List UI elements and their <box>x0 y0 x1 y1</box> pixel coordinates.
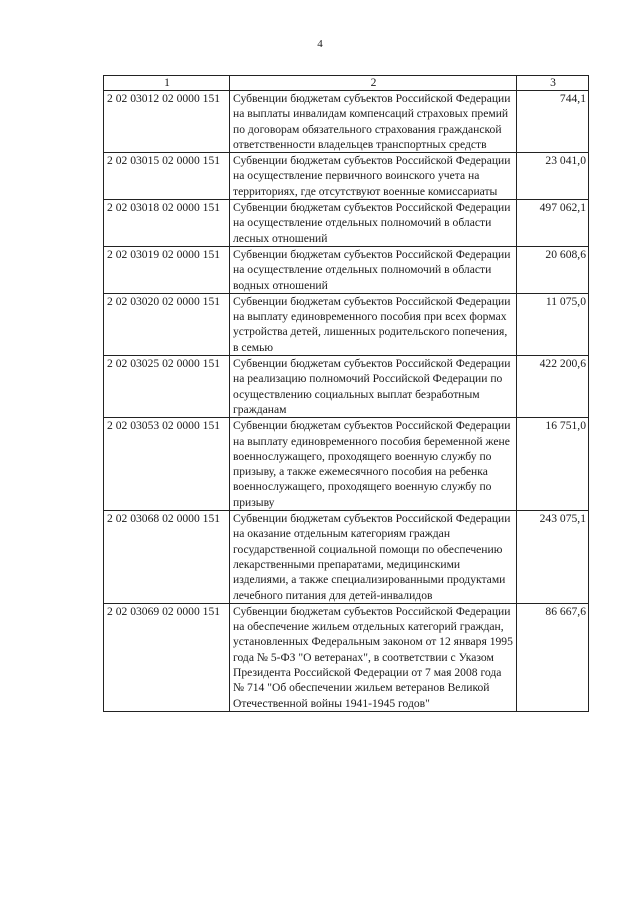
amount-cell: 243 075,1 <box>517 511 589 604</box>
table-header-row <box>104 76 589 91</box>
budget-code-cell: 2 02 03069 02 0000 151 <box>104 603 230 711</box>
table-row <box>104 293 589 355</box>
budget-code-cell: 2 02 03015 02 0000 151 <box>104 153 230 200</box>
budget-code-cell: 2 02 03068 02 0000 151 <box>104 511 230 604</box>
table-row <box>104 511 589 604</box>
amount-cell: 497 062,1 <box>517 200 589 247</box>
budget-code-cell: 2 02 03053 02 0000 151 <box>104 418 230 511</box>
description-cell: Субвенции бюджетам субъектов Российской Федерации на оказание отдельным категориям граждан государственной социальной помощи по обеспечению лекарственными препаратами, медицинскими изделиями, а также специализированными продуктами лечебного питания для детей-инвалидов <box>230 511 517 604</box>
budget-code-cell: 2 02 03025 02 0000 151 <box>104 356 230 418</box>
table-row <box>104 356 589 418</box>
description-cell: Субвенции бюджетам субъектов Российской Федерации на выплаты инвалидам компенсаций страховых премий по договорам обязательного страхования гражданской ответственности владельцев транспортных средств <box>230 91 517 153</box>
table-row <box>104 91 589 153</box>
column-header-code: 1 <box>104 76 230 91</box>
amount-cell: 16 751,0 <box>517 418 589 511</box>
budget-code-cell: 2 02 03019 02 0000 151 <box>104 246 230 293</box>
table-row <box>104 246 589 293</box>
budget-code-cell: 2 02 03020 02 0000 151 <box>104 293 230 355</box>
amount-cell: 20 608,6 <box>517 246 589 293</box>
description-cell: Субвенции бюджетам субъектов Российской Федерации на осуществление первичного воинского учета на территориях, где отсутствуют военные комиссариаты <box>230 153 517 200</box>
description-cell: Субвенции бюджетам субъектов Российской Федерации на обеспечение жильем отдельных категорий граждан, установленных Федеральным законом от 12 января 1995 года № 5-ФЗ "О ветеранах", в соответствии с Указом Президента Российской Федерации от 7 мая 2008 года № 714 "Об обеспечении жильем ветеранов Великой Отечественной войны 1941-1945 годов" <box>230 603 517 711</box>
budget-code-cell: 2 02 03018 02 0000 151 <box>104 200 230 247</box>
description-cell: Субвенции бюджетам субъектов Российской Федерации на выплату единовременного пособия при всех формах устройства детей, лишенных родительского попечения, в семью <box>230 293 517 355</box>
subventions-table <box>103 75 589 712</box>
amount-cell: 11 075,0 <box>517 293 589 355</box>
amount-cell: 23 041,0 <box>517 153 589 200</box>
description-cell: Субвенции бюджетам субъектов Российской Федерации на выплату единовременного пособия беременной жене военнослужащего, проходящего военную службу по призыву, а также ежемесячного пособия на ребенка военнослужащего, проходящего военную службу по призыву <box>230 418 517 511</box>
description-cell: Субвенции бюджетам субъектов Российской Федерации на осуществление отдельных полномочий в области лесных отношений <box>230 200 517 247</box>
table-row <box>104 603 589 711</box>
column-header-amount: 3 <box>517 76 589 91</box>
description-cell: Субвенции бюджетам субъектов Российской Федерации на реализацию полномочий Российской Федерации по осуществлению социальных выплат безработным гражданам <box>230 356 517 418</box>
amount-cell: 744,1 <box>517 91 589 153</box>
amount-cell: 86 667,6 <box>517 603 589 711</box>
table-row <box>104 200 589 247</box>
table-row <box>104 153 589 200</box>
budget-code-cell: 2 02 03012 02 0000 151 <box>104 91 230 153</box>
page-number: 4 <box>317 38 323 50</box>
table-row <box>104 418 589 511</box>
column-header-name: 2 <box>230 76 517 91</box>
amount-cell: 422 200,6 <box>517 356 589 418</box>
description-cell: Субвенции бюджетам субъектов Российской Федерации на осуществление отдельных полномочий в области водных отношений <box>230 246 517 293</box>
